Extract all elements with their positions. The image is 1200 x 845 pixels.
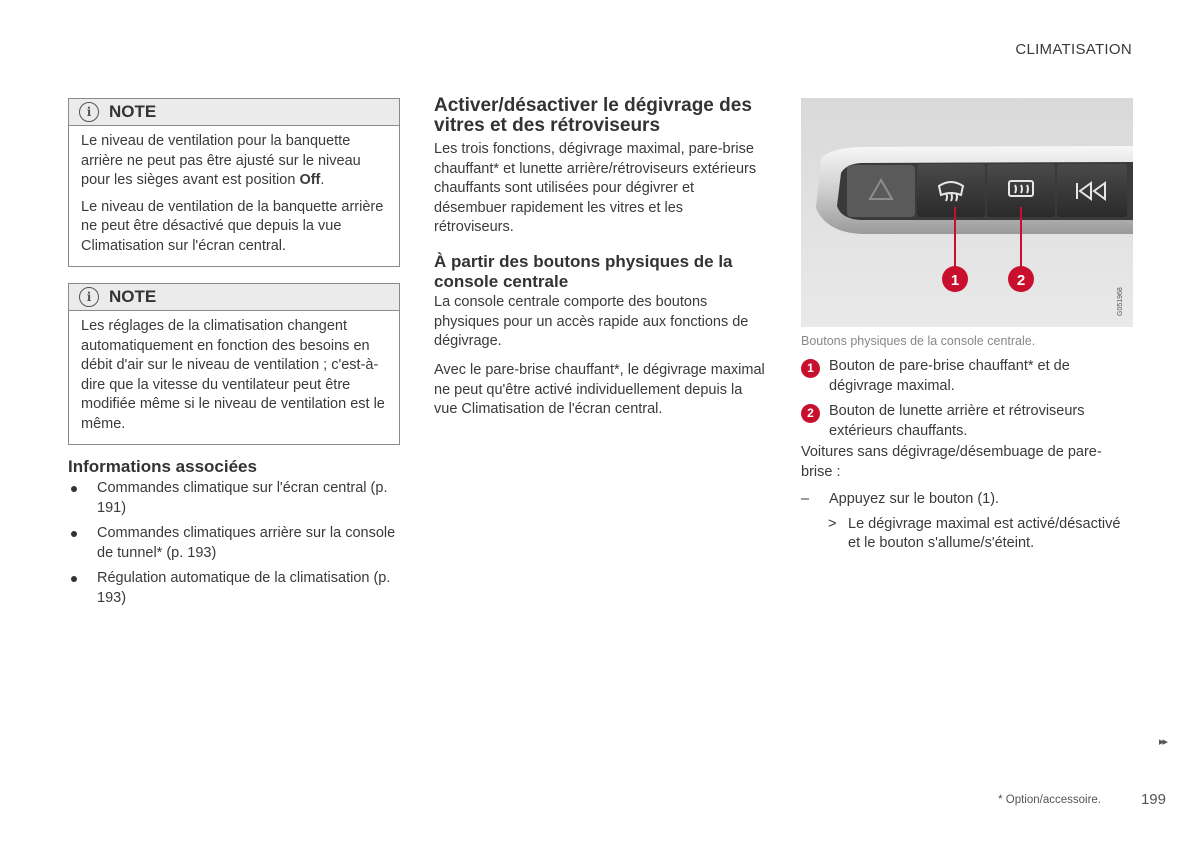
figure-code: G051968 [1117, 287, 1124, 316]
figure-caption: Boutons physiques de la console centrale. [801, 334, 1036, 348]
hazard-button [847, 165, 915, 217]
console-buttons-figure [801, 98, 1133, 327]
note-paragraph [81, 132, 387, 191]
callout-label-2: 2 [1016, 272, 1026, 289]
related-link[interactable]: Commandes climatiques arrière sur la console de tunnel* (p. 193) [68, 524, 398, 563]
note-body [69, 126, 399, 266]
note-text: . [320, 172, 325, 188]
note-box-1 [68, 98, 400, 267]
note-text: Le niveau de ventilation pour la banquette arrière ne peut pas être ajusté sur le niveau pour les sièges avant est position [81, 133, 361, 188]
related-info-list [68, 479, 398, 614]
intro-paragraph: Les trois fonctions, dégivrage maximal, pare-brise chauffant* et lunette arrière/rétroviseurs extérieurs chauffants sont utilisées pour dégivrer et désembuer rapidement les vitres et les rétroviseurs. [434, 141, 757, 235]
callout-text: Bouton de pare-brise chauffant* et de dégivrage maximal. [829, 358, 1070, 394]
callout-number: 2 [801, 404, 820, 423]
note-bold-text: Off [299, 172, 321, 188]
step-marker: – [801, 491, 810, 507]
callout-item [801, 402, 1133, 441]
body-paragraph: Avec le pare-brise chauffant*, le dégivrage maximal ne peut qu'être activé individuellement depuis la vue Climatisation de l'écran central. [434, 362, 765, 417]
note-body [69, 311, 399, 444]
callout-list [801, 357, 1133, 447]
procedure-step [801, 490, 1133, 510]
procedure [801, 490, 1133, 554]
body-paragraph: Voitures sans dégivrage/désembuage de pare-brise : [801, 444, 1102, 480]
note-box-2 [68, 283, 400, 445]
step-text: Appuyez sur le bouton (1). [829, 491, 1000, 507]
section-heading: Activer/désactiver le dégivrage des vitres et des rétroviseurs [434, 95, 752, 136]
info-icon: i [79, 102, 99, 122]
callout-text: Bouton de lunette arrière et rétroviseurs extérieurs chauffants. [829, 403, 1085, 439]
result-marker: > [828, 515, 837, 532]
console-illustration [801, 98, 1133, 327]
note-title: NOTE [109, 102, 157, 121]
step-result [801, 515, 1133, 554]
result-text: Le dégivrage maximal est activé/désactivé et le bouton s'allume/s'éteint. [848, 515, 1121, 551]
page-number: 199 [1140, 791, 1166, 808]
related-link[interactable]: Régulation automatique de la climatisation (p. 193) [68, 569, 398, 608]
note-paragraph: Le niveau de ventilation de la banquette arrière ne peut être désactivé que depuis la vue Climatisation sur l'écran central. [81, 198, 384, 254]
subheading: À partir des boutons physiques de la console centrale [434, 252, 733, 291]
info-icon: i [79, 287, 99, 307]
continue-arrows-icon: ▸▸ [1158, 736, 1166, 748]
related-link[interactable]: Commandes climatique sur l'écran central (p. 191) [68, 479, 398, 518]
note-header [69, 99, 399, 126]
callout-item [801, 357, 1133, 396]
note-header [69, 284, 399, 311]
note-title: NOTE [109, 287, 157, 306]
body-paragraph: La console centrale comporte des boutons physiques pour un accès rapide aux fonctions de dégivrage. [434, 294, 749, 349]
callout-number: 1 [801, 359, 820, 378]
callout-label-1: 1 [950, 272, 960, 289]
note-paragraph: Les réglages de la climatisation changent automatiquement en fonction des besoins en débit d'air sur le niveau de ventilation ; c'est-à-dire que la vitesse du ventilateur peut être modifiée même si le niveau de ventilation est le même. [81, 318, 385, 432]
footnote: * Option/accessoire. [998, 794, 1101, 806]
section-header: CLIMATISATION [1015, 41, 1132, 58]
related-info-title: Informations associées [68, 457, 257, 476]
front-defrost-button [917, 164, 985, 217]
